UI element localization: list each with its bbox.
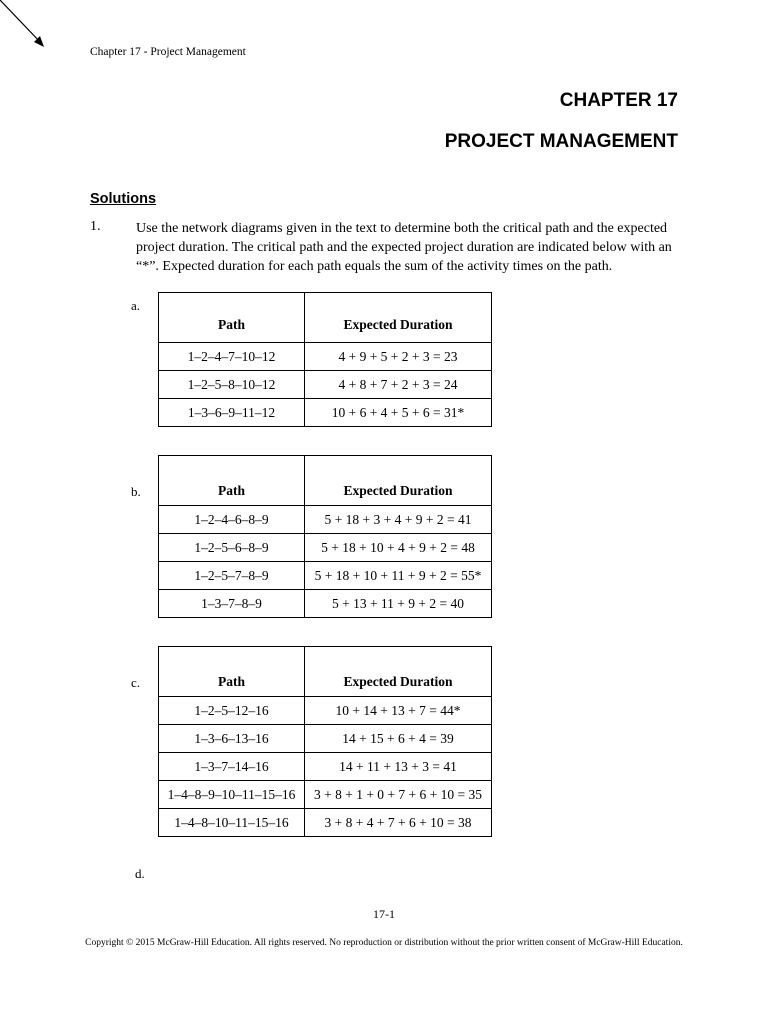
- duration-cell: 14 + 15 + 6 + 4 = 39: [305, 725, 492, 753]
- table-header-row: [159, 456, 492, 506]
- path-cell: 1–4–8–9–10–11–15–16: [159, 781, 305, 809]
- page-number: 17-1: [373, 907, 395, 921]
- path-cell: 1–2–4–6–8–9: [159, 506, 305, 534]
- duration-cell: 14 + 11 + 13 + 3 = 41: [305, 753, 492, 781]
- table-row: [159, 371, 492, 399]
- running-header: Chapter 17 - Project Management: [90, 46, 246, 58]
- path-table-c: [158, 646, 492, 837]
- column-header-path: Path: [159, 456, 305, 506]
- duration-cell: 4 + 9 + 5 + 2 + 3 = 23: [305, 343, 492, 371]
- part-label-c: c.: [131, 675, 141, 690]
- duration-cell: 5 + 18 + 10 + 11 + 9 + 2 = 55*: [305, 562, 492, 590]
- table-row: [159, 534, 492, 562]
- question-text: Use the network diagrams given in the text to determine both the critical path and the expected project duration. The critical path and the expected project duration are indicated below with an “*”. Expected duration for each path equals the sum of the activity times on the path.: [136, 221, 672, 274]
- table-row: [159, 590, 492, 618]
- chapter-name: PROJECT MANAGEMENT: [444, 131, 678, 152]
- path-table-b: [158, 455, 492, 618]
- path-cell: 1–3–6–9–11–12: [159, 399, 305, 427]
- path-cell: 1–2–5–7–8–9: [159, 562, 305, 590]
- table-row: [159, 781, 492, 809]
- path-cell: 1–2–4–7–10–12: [159, 343, 305, 371]
- table-header-row: [159, 647, 492, 697]
- column-header-path: Path: [159, 647, 305, 697]
- path-table-a: [158, 292, 492, 427]
- section-heading: Solutions: [90, 191, 157, 207]
- table-row: [159, 399, 492, 427]
- table-row: [159, 725, 492, 753]
- part-label-d: d.: [135, 866, 145, 881]
- duration-cell: 5 + 18 + 10 + 4 + 9 + 2 = 48: [305, 534, 492, 562]
- path-cell: 1–4–8–10–11–15–16: [159, 809, 305, 837]
- path-cell: 1–2–5–6–8–9: [159, 534, 305, 562]
- copyright-notice: Copyright © 2015 McGraw-Hill Education. All rights reserved. No reproduction or distribution without the prior written consent of McGraw-Hill Education.: [85, 938, 683, 948]
- path-cell: 1–3–7–14–16: [159, 753, 305, 781]
- table-row: [159, 697, 492, 725]
- path-cell: 1–3–6–13–16: [159, 725, 305, 753]
- table-row: [159, 562, 492, 590]
- question-number: 1.: [90, 219, 101, 234]
- table-row: [159, 753, 492, 781]
- column-header-duration: Expected Duration: [305, 293, 492, 343]
- duration-cell: 10 + 14 + 13 + 7 = 44*: [305, 697, 492, 725]
- duration-cell: 3 + 8 + 1 + 0 + 7 + 6 + 10 = 35: [305, 781, 492, 809]
- duration-cell: 5 + 18 + 3 + 4 + 9 + 2 = 41: [305, 506, 492, 534]
- table-header-row: [159, 293, 492, 343]
- table-row: [159, 506, 492, 534]
- duration-cell: 10 + 6 + 4 + 5 + 6 = 31*: [305, 399, 492, 427]
- duration-cell: 4 + 8 + 7 + 2 + 3 = 24: [305, 371, 492, 399]
- column-header-path: Path: [159, 293, 305, 343]
- column-header-duration: Expected Duration: [305, 647, 492, 697]
- corner-arrow-icon: [0, 0, 60, 60]
- path-cell: 1–3–7–8–9: [159, 590, 305, 618]
- column-header-duration: Expected Duration: [305, 456, 492, 506]
- path-cell: 1–2–5–8–10–12: [159, 371, 305, 399]
- table-row: [159, 343, 492, 371]
- path-cell: 1–2–5–12–16: [159, 697, 305, 725]
- duration-cell: 3 + 8 + 4 + 7 + 6 + 10 = 38: [305, 809, 492, 837]
- duration-cell: 5 + 13 + 11 + 9 + 2 = 40: [305, 590, 492, 618]
- chapter-number-title: CHAPTER 17: [559, 90, 678, 111]
- part-label-a: a.: [131, 298, 141, 313]
- part-label-b: b.: [131, 484, 141, 499]
- table-row: [159, 809, 492, 837]
